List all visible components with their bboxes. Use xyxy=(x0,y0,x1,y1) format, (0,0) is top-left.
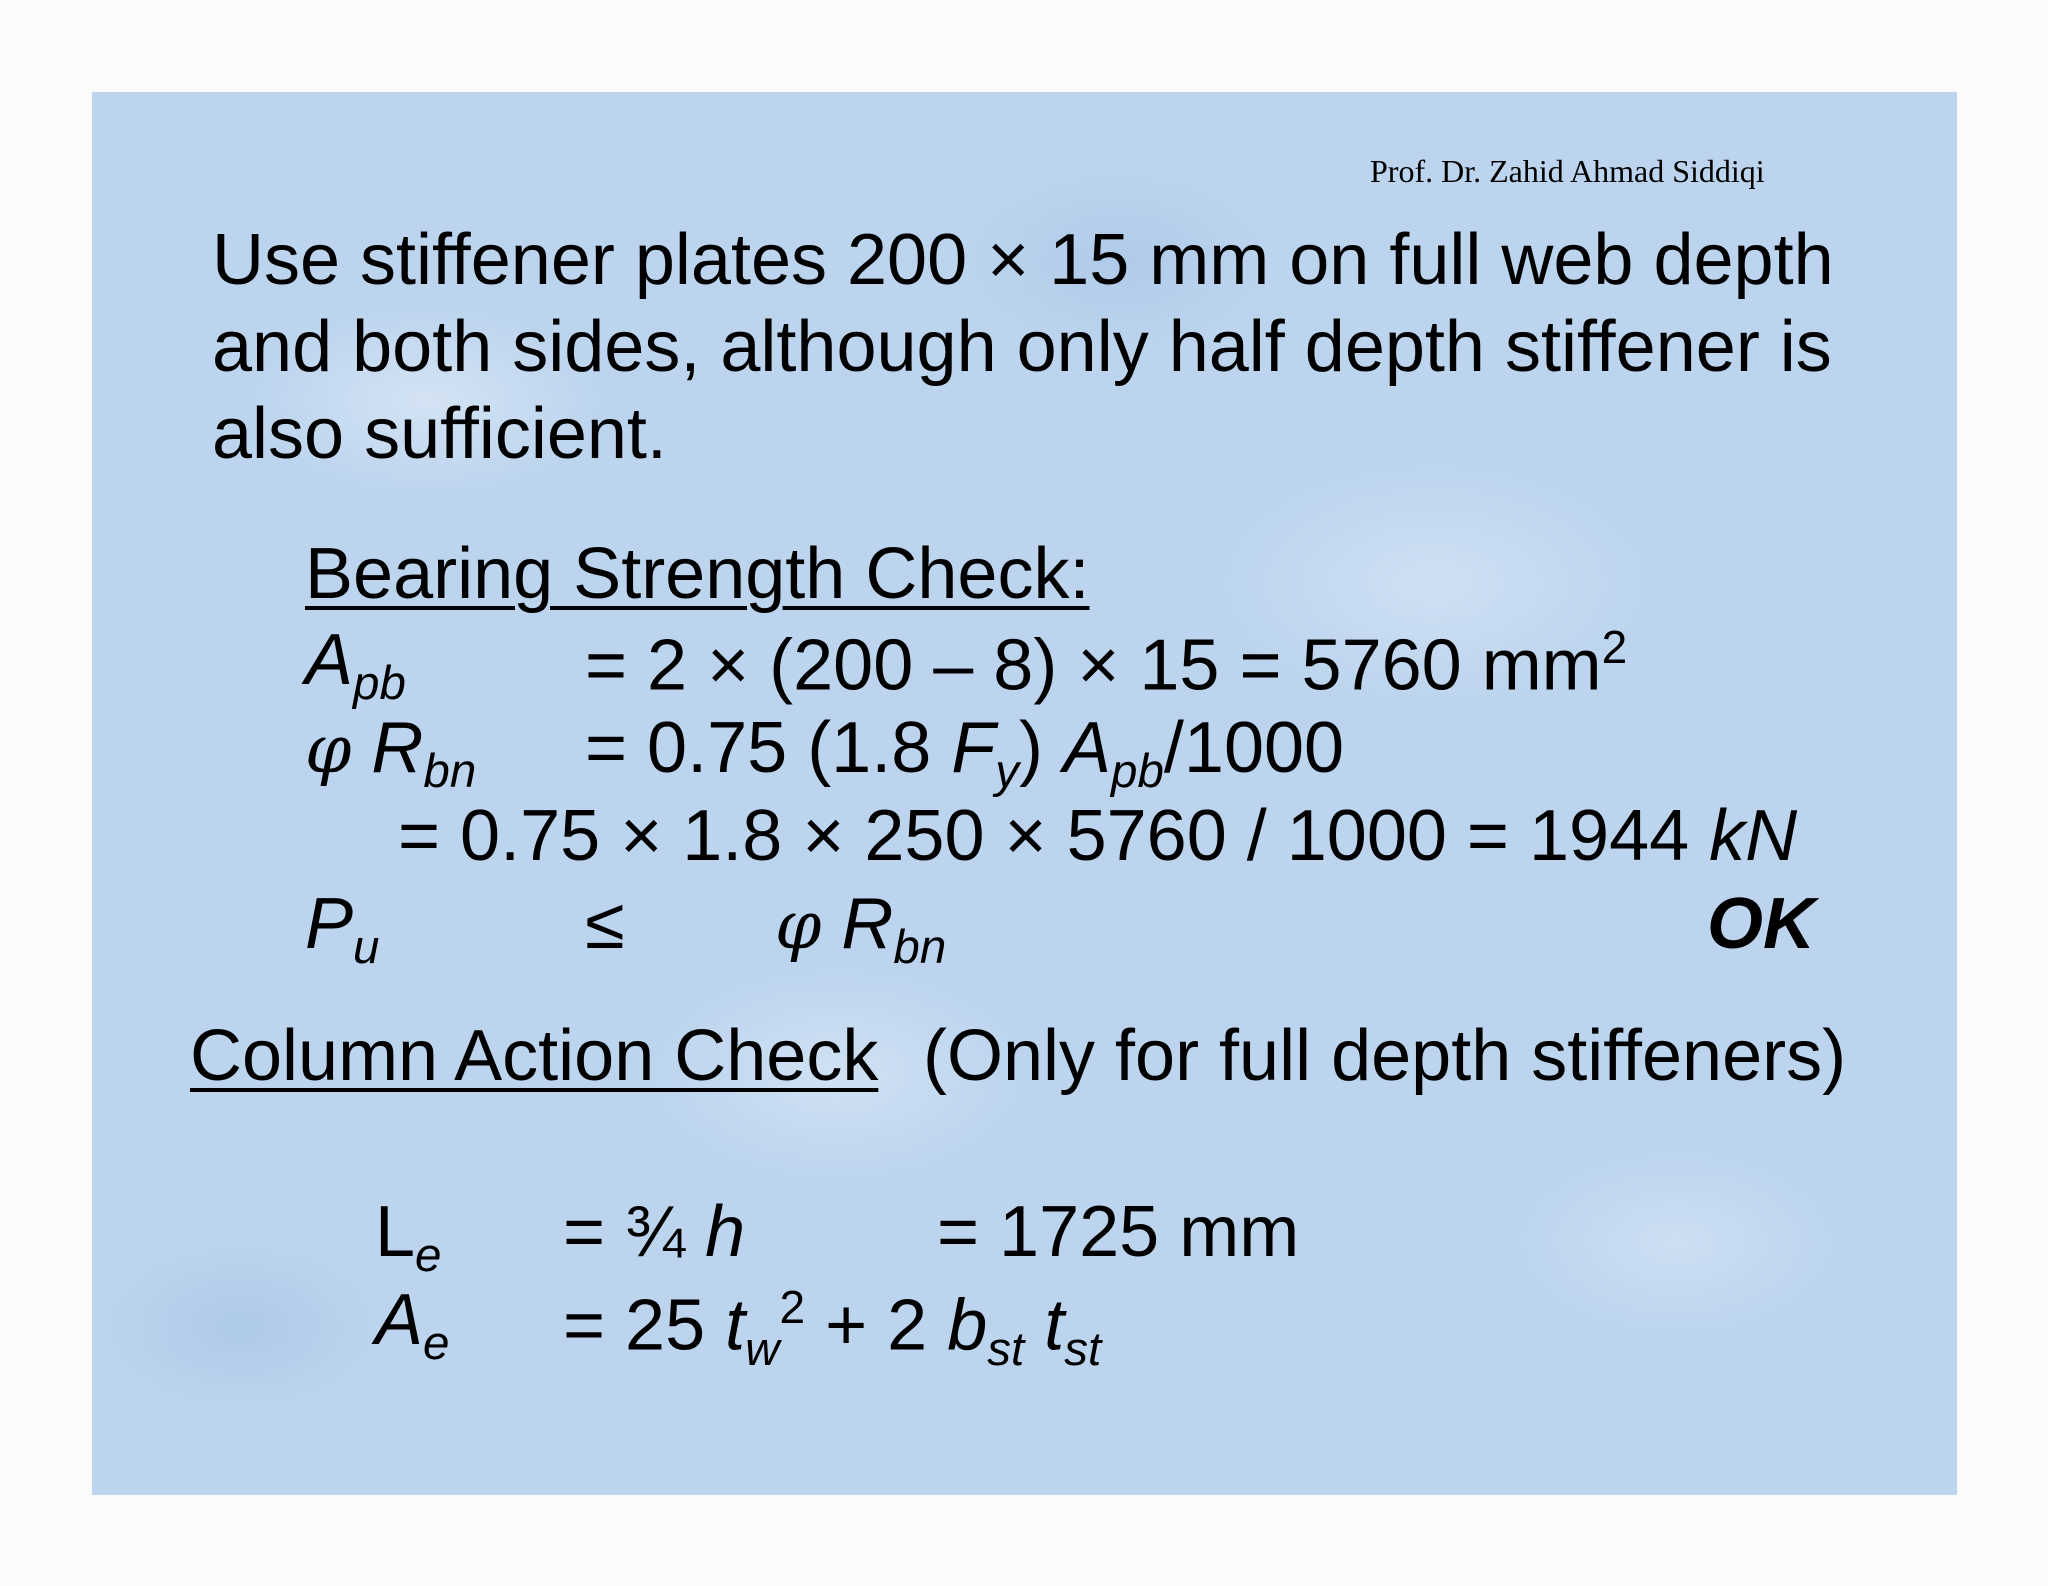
ae-symbol: $A_e$ xyxy=(375,1280,450,1371)
le-equation: = ¾ h xyxy=(563,1192,746,1272)
author-name: Prof. Dr. Zahid Ahmad Siddiqi xyxy=(1370,153,1765,189)
intro-line-3: also sufficient. xyxy=(212,394,667,474)
bearing-heading: Bearing Strength Check: xyxy=(305,534,1090,614)
intro-line-2: and both sides, although only half depth stiffener is xyxy=(212,307,1832,387)
phi-rbn-symbol: φ $R_{bn}$ xyxy=(305,708,477,799)
rbn-equation: = 0.75 (1.8 $F_y$) $A_{pb}/1000$ xyxy=(585,708,1345,799)
pu-symbol: $P_u$ xyxy=(305,884,380,975)
le-result: = 1725 mm xyxy=(937,1192,1300,1272)
leq-symbol: ≤ xyxy=(585,884,625,964)
le-symbol: $L_e$ xyxy=(375,1192,442,1283)
phi-rbn-2: φ $R_{bn}$ xyxy=(775,884,947,975)
ae-equation: = 25 $t_w^2 + 2$ $b_{st}$ $t_{st}$ xyxy=(563,1281,1102,1376)
intro-line-1: Use stiffener plates 200 × 15 mm on full web depth xyxy=(212,220,1834,300)
column-note: (Only for full depth stiffeners) xyxy=(923,1016,1847,1096)
ok-label: OK xyxy=(1707,884,1815,964)
apb-symbol: $A_{pb}$ xyxy=(305,620,406,711)
apb-equation: = 2 × (200 – 8) × 15 = 5760 $mm^2$ xyxy=(585,621,1628,706)
calc-line: = 0.75 × 1.8 × 250 × 5760 / 1000 = 1944 kN xyxy=(398,796,1798,876)
column-heading: Column Action Check xyxy=(190,1016,879,1096)
